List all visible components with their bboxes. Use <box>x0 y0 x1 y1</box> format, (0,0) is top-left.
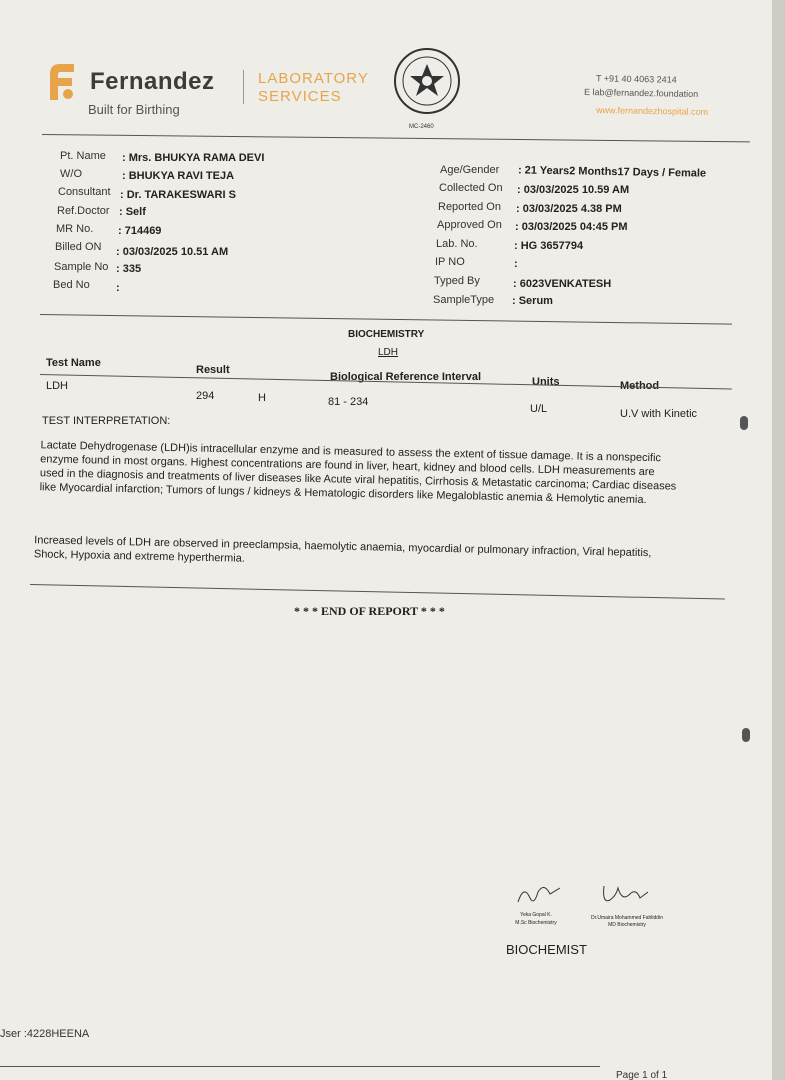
signature-2-name: Dr.Umaira Mohammed Fahliddin <box>591 915 663 921</box>
page-edge-shadow <box>772 0 785 1080</box>
lab-title-line2: SERVICES <box>258 88 342 105</box>
footer-page: Page 1 of 1 <box>616 1070 668 1080</box>
collected-on-label: Collected On <box>439 182 503 194</box>
wo-value: : BHUKYA RAVI TEJA <box>122 170 235 182</box>
contact-phone: T +91 40 4063 2414 <box>595 73 677 85</box>
row-units: U/L <box>530 403 548 415</box>
lab-no-label: Lab. No. <box>436 238 478 250</box>
row-test-name: LDH <box>46 380 69 392</box>
end-rule <box>30 584 725 600</box>
col-result: Result <box>196 364 230 376</box>
signature-1-name: Yeka Gopal K. <box>520 912 552 918</box>
biochemist-title: BIOCHEMIST <box>506 942 587 957</box>
wo-label: W/O <box>60 168 82 180</box>
row-interval: 81 - 234 <box>328 396 369 408</box>
lab-title-line1: LABORATORY <box>258 70 369 87</box>
patient-name: : Mrs. BHUKYA RAMA DEVI <box>122 152 265 164</box>
accreditation-code: MC-2460 <box>409 124 434 130</box>
consultant-value: : Dr. TARAKESWARI S <box>120 189 236 201</box>
ip-no-value: : <box>514 258 518 270</box>
contact-email: E lab@fernandez.foundation <box>583 87 699 99</box>
bed-no-value: : <box>116 282 120 294</box>
binder-clip-2 <box>742 728 750 742</box>
sample-type-value: : Serum <box>512 295 553 307</box>
contact-website: www.fernandezhospital.com <box>595 105 709 117</box>
signature-2-icon <box>598 880 652 910</box>
approved-on-value: : 03/03/2025 04:45 PM <box>515 221 628 233</box>
age-gender-value: : 21 Years2 Months17 Days / Female <box>517 164 707 180</box>
row-result: 294 <box>196 390 215 402</box>
ref-doctor-value: : Self <box>119 206 146 218</box>
billed-on-label: Billed ON <box>55 241 102 253</box>
signature-1-icon <box>514 880 564 908</box>
test-group-title: LDH <box>378 347 399 358</box>
signature-2-qualification: MD Biochemistry <box>608 922 646 928</box>
binder-clip-1 <box>740 416 748 430</box>
footer-user: Jser :4228HEENA <box>0 1028 90 1040</box>
row-method: U.V with Kinetic <box>620 408 698 420</box>
end-of-report: * * * END OF REPORT * * * <box>294 604 445 618</box>
sample-type-label: SampleType <box>433 294 495 306</box>
billed-on-value: : 03/03/2025 10.51 AM <box>116 246 229 258</box>
fernandez-logo-icon <box>44 60 80 104</box>
brand-name: Fernandez <box>90 68 215 95</box>
ref-doctor-label: Ref.Doctor <box>57 205 110 217</box>
typed-by-label: Typed By <box>434 275 480 287</box>
reported-on-value: : 03/03/2025 4.38 PM <box>516 203 622 215</box>
patient-name-label: Pt. Name <box>60 150 106 162</box>
interpretation-title: TEST INTERPRETATION: <box>42 415 171 427</box>
bed-no-label: Bed No <box>53 279 90 291</box>
col-units: Units <box>532 376 560 388</box>
col-test-name: Test Name <box>46 357 101 369</box>
age-gender-label: Age/Gender <box>440 164 500 176</box>
row-flag: H <box>258 392 266 404</box>
mr-no-value: : 714469 <box>118 225 162 237</box>
sample-no-value: : 335 <box>116 263 142 275</box>
header-rule <box>42 134 750 142</box>
patient-rule <box>40 314 732 325</box>
signature-1-qualification: M.Sc Biochemistry <box>515 920 557 926</box>
header-divider <box>243 70 244 104</box>
consultant-label: Consultant <box>58 186 111 198</box>
accreditation-seal-icon <box>392 46 462 116</box>
sample-no-label: Sample No <box>54 261 109 273</box>
department-title: BIOCHEMISTRY <box>348 329 425 340</box>
ip-no-label: IP NO <box>435 256 465 268</box>
interpretation-paragraph-1: Lactate Dehydrogenase (LDH)is intracellular enzyme and is measured to assess the extent of tissue damage. It is a nonspecific enzyme found in most organs. Highest concentrations are found in liver, heart, kidney and blood cells. LDH measurements are used in the diagnosis and treatments of liver diseases like Acute viral hepatitis, Cirrhosis & Metastatic carcinoma; Cardiac diseases like Myocardial infarction; Tumors of lungs / kidneys & Hematologic disorders like Megaloblastic anemia & Hemolytic anemia. <box>39 439 677 507</box>
lab-no-value: : HG 3657794 <box>514 240 584 252</box>
mr-no-label: MR No. <box>56 223 94 235</box>
brand-tagline: Built for Birthing <box>88 102 180 117</box>
interpretation-paragraph-2: Increased levels of LDH are observed in preeclampsia, haemolytic anaemia, myocardial or pulmonary infraction, Viral hepatitis, Shock, Hypoxia and extreme hyperthermia. <box>33 534 652 565</box>
footer-rule <box>0 1066 600 1067</box>
approved-on-label: Approved On <box>437 219 502 231</box>
reported-on-label: Reported On <box>438 201 501 213</box>
col-reference-interval: Biological Reference Interval <box>330 371 481 383</box>
typed-by-value: : 6023VENKATESH <box>513 278 612 290</box>
collected-on-value: : 03/03/2025 10.59 AM <box>517 184 630 196</box>
